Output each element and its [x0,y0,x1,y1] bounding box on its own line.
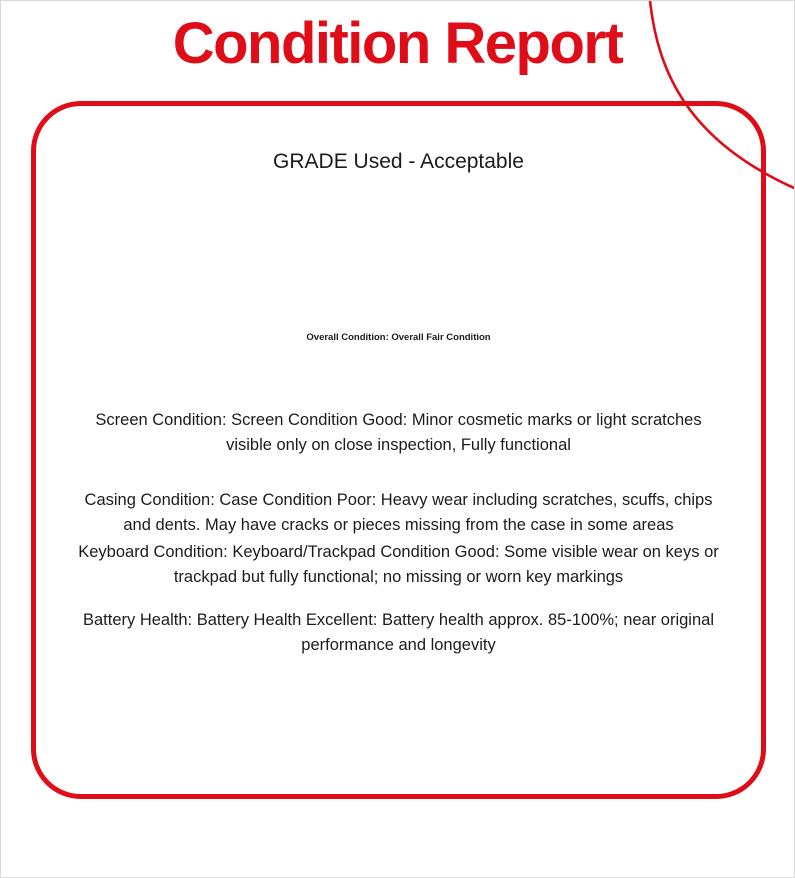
casing-condition-text: Casing Condition: Case Condition Poor: Heavy wear including scratches, scuffs, chips and dents. May have cracks or pieces missing from the case in some areas [84,491,713,534]
condition-sections [36,408,761,658]
grade-heading: GRADE Used - Acceptable [273,150,524,173]
report-border-box [31,101,766,799]
overall-condition-text: Overall Condition: Overall Fair Condition [306,332,491,343]
page-title: Condition Report [172,11,623,76]
screen-condition-text: Screen Condition: Screen Condition Good: Minor cosmetic marks or light scratches visible only on close inspection, Fully functional [95,411,702,454]
keyboard-condition-text: Keyboard Condition: Keyboard/Trackpad Condition Good: Some visible wear on keys or trackpad but fully functional; no missing or worn key markings [78,543,719,586]
battery-health-text: Battery Health: Battery Health Excellent: Battery health approx. 85-100%; near original performance and longevity [82,611,714,654]
